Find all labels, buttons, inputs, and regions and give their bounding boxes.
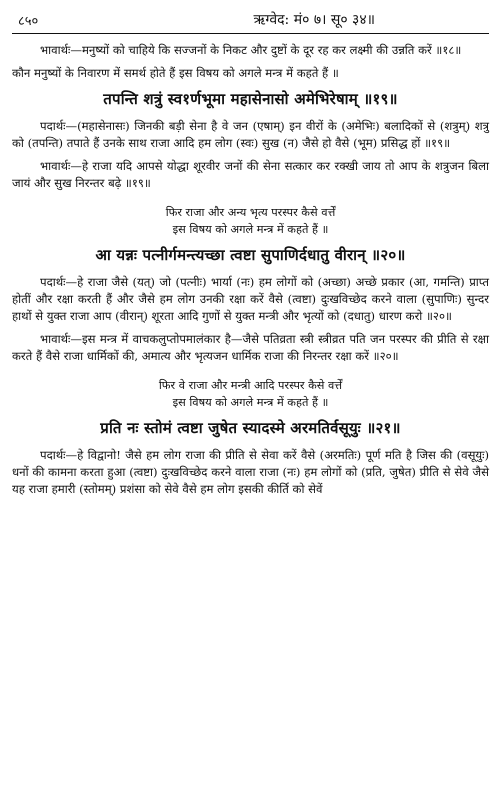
- intro-mantra-21-line1: फिर वे राजा और मन्त्री आदि परस्पर कैसे वर्त्तें: [158, 379, 343, 392]
- bhavartha-20: भावार्थः—इस मन्त्र में वाचकलुप्तोपमालंकार है—जैसे पतिव्रता स्त्री स्त्रीव्रत पति जन परस्पर की प्रीति से रक्षा करते हैं वैसे राजा धार्मिकों की, अमात्य और भृत्यजन धार्मिक राजा की निरन्तर रक्षा करें ॥२०॥: [12, 332, 489, 363]
- padartha-21: पदार्थः—हे विद्वानो! जैसे हम लोग राजा की प्रीति से सेवा करें वैसे (अरमतिः) पूर्ण मति है जिस की (वसूयुः) धनों की कामना करता हुआ (त्वष्टा) दुःखविच्छेद करने वाला राजा (नः) हम लोगों को (प्रति, जुषेत) प्रीति से सेवे जैसे यह राजा हमारी (स्तोमम्) प्रशंसा को सेवे वैसे हम लोग इसकी कीर्ति को सेवें: [12, 448, 489, 496]
- bhavartha-18: भावार्थः—मनुष्यों को चाहिये कि सज्जनों के निकट और दुष्टों के दूर रह कर लक्ष्मी की उन्नति करें ॥१८॥: [40, 43, 462, 57]
- page-header: [12, 10, 489, 34]
- intro-mantra-20-line2: इस विषय को अगले मन्त्र में कहते हैं ॥: [172, 223, 329, 236]
- page-number: ८५०: [18, 14, 39, 29]
- intro-mantra-21-line2: इस विषय को अगले मन्त्र में कहते हैं ॥: [172, 396, 329, 409]
- mantra-19: तपन्ति शत्रुं स्व१र्णभूमा महासेनासो अमेभिरेषाम् ॥१९॥: [103, 90, 398, 108]
- intro-mantra-20-line1: फिर राजा और अन्य भृत्य परस्पर कैसे वर्त्तें: [165, 206, 336, 219]
- padartha-20: पदार्थः—हे राजा जैसे (यत्) जो (पत्नीः) भार्या (नः) हम लोगों को (अच्छा) अच्छे प्रकार (आ, गमन्ति) प्राप्त होतीं और रक्षा करती हैं और जैसे हम लोग उनकी रक्षा करें वैसे (त्वष्टा) दुःखविच्छेद करने वाला (सुपाणिः) सुन्दर हाथों से युक्त राजा आप (वीरान्) शूरता आदि गुणों से युक्त मन्त्री और भृत्यों को (दधातु) धारण करो ॥२०॥: [12, 275, 489, 323]
- running-title: ऋग्वेद: मं० ७। सू० ३४॥: [253, 12, 375, 28]
- mantra-21: प्रति नः स्तोमं त्वष्टा जुषेत स्यादस्मे अरमतिर्वसूयुः ॥२१॥: [100, 419, 401, 437]
- intro-mantra-19: कौन मनुष्यों के निवारण में समर्थ होते हैं इस विषय को अगले मन्त्र में कहते हैं ॥: [12, 66, 339, 80]
- padartha-19: पदार्थः—(महासेनासः) जिनकी बड़ी सेना है वे जन (एषाम्) इन वीरों के (अमेभिः) बलादिकों से (शत्रुम्) शत्रु को (तपन्ति) तपाते हैं उनके साथ राजा आदि हम लोग (स्वः) सुख (न) जैसे हो वैसे (भूम) प्रसिद्ध हों ॥१९॥: [12, 119, 489, 150]
- mantra-20: आ यन्नः पत्नीर्गमन्त्यच्छा त्वष्टा सुपाणिर्दधातु वीरान् ॥२०॥: [95, 246, 406, 264]
- bhavartha-19: भावार्थः—हे राजा यदि आपसे योद्धा शूरवीर जनों की सेना सत्कार कर रक्खी जाय तो आप के शत्रुजन बिला जायं और सुख निरन्तर बढ़े ॥१९॥: [12, 159, 489, 190]
